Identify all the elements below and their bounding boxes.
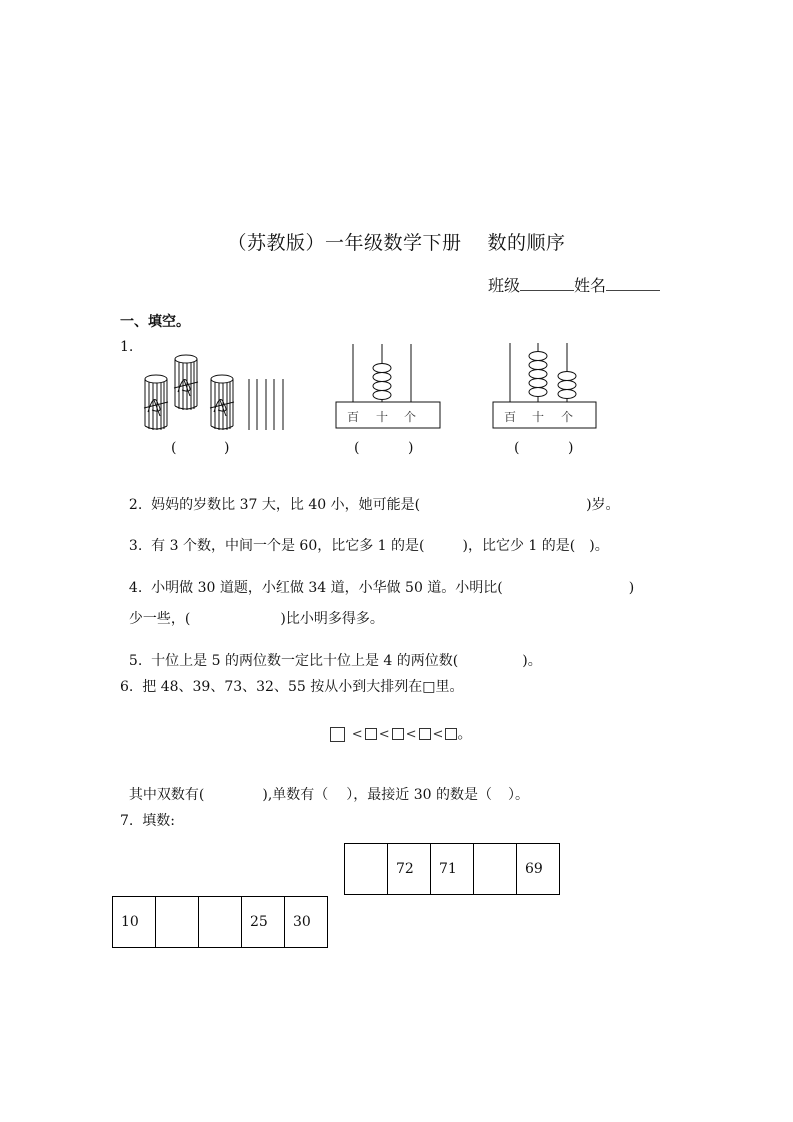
order-box-4[interactable] [419, 728, 431, 740]
order-box-1[interactable] [330, 727, 345, 742]
number-cell: 10 [113, 897, 156, 948]
q6-closest-label: ），最接近 30 的数是（ [346, 787, 493, 803]
number-cell: 71 [431, 844, 474, 895]
q2-tail: )岁。 [586, 497, 620, 513]
svg-text:十: 十 [532, 410, 545, 424]
svg-text:百: 百 [347, 410, 360, 424]
q4-tail-2: )比小明多得多。 [280, 611, 384, 627]
q5-text: 5. 十位上是 5 的两位数一定比十位上是 4 的两位数( [128, 653, 459, 669]
q1c-paren-open: ( [514, 440, 520, 456]
q1b-paren-close: ) [408, 440, 414, 456]
less-than-sign: < [378, 727, 390, 742]
less-than-sign: < [351, 727, 363, 742]
q1a-paren-close: ) [224, 440, 230, 456]
q5-tail: )。 [522, 653, 542, 669]
number-cell: 25 [242, 897, 285, 948]
svg-text:个: 个 [404, 410, 417, 424]
title-left: （苏教版）一年级数学下册 [227, 232, 462, 254]
q3-tail: )。 [589, 538, 609, 554]
name-label: 姓名 [574, 276, 607, 295]
q1a-answer-blank[interactable] [180, 438, 220, 456]
class-field[interactable] [520, 276, 574, 291]
q1c-paren-close: ) [568, 440, 574, 456]
q7-label: 7. 填数: [120, 813, 175, 829]
less-than-sign: < [432, 727, 444, 742]
less-than-sign: < [405, 727, 417, 742]
number-cell: 72 [388, 844, 431, 895]
q2-text: 2. 妈妈的岁数比 37 大，比 40 小，她可能是( [128, 497, 421, 513]
order-box-2[interactable] [365, 728, 377, 740]
q4-text-1: 4. 小明做 30 道题，小红做 34 道，小华做 50 道。小明比( [128, 580, 503, 596]
name-field[interactable] [606, 276, 660, 291]
bundles-of-sticks-figure [140, 352, 290, 434]
q7-top-number-row [344, 843, 560, 895]
q2 [120, 478, 620, 514]
q5 [120, 634, 542, 670]
class-label: 班级 [488, 276, 521, 295]
number-cell[interactable] [199, 897, 242, 948]
q6-even-label: 其中双数有( [128, 787, 205, 803]
q1c-answer-blank[interactable] [523, 438, 563, 456]
svg-text:个: 个 [561, 410, 574, 424]
q7-bottom-number-row [112, 896, 328, 948]
page-title [0, 228, 793, 255]
name-bar [488, 273, 660, 296]
q4-tail-1: ) [628, 580, 635, 596]
section-heading: 一、填空。 [120, 314, 190, 330]
number-cell[interactable] [345, 844, 388, 895]
q3-mid: )，比它少 1 的是( [462, 538, 576, 554]
q1-label: 1. [120, 339, 134, 355]
q6-text: 6. 把 48、39、73、32、55 按从小到大排列在□里。 [120, 679, 464, 695]
abacus-figure-2 [490, 343, 600, 431]
abacus-figure-1 [334, 344, 444, 432]
q1a-paren-open: ( [171, 440, 177, 456]
q6-order-boxes [330, 722, 472, 743]
number-cell[interactable] [474, 844, 517, 895]
order-box-3[interactable] [392, 728, 404, 740]
q3-text: 3. 有 3 个数，中间一个是 60，比它多 1 的是( [128, 538, 425, 554]
number-cell[interactable] [156, 897, 199, 948]
number-cell: 69 [517, 844, 560, 895]
q1b-answer-blank[interactable] [363, 438, 403, 456]
q6-followup [120, 768, 529, 804]
q6-period: 。 [457, 724, 473, 742]
number-cell: 30 [285, 897, 328, 948]
svg-text:百: 百 [504, 410, 517, 424]
title-right: 数的顺序 [487, 232, 566, 254]
q1b-paren-open: ( [354, 440, 360, 456]
q6-tail: ）。 [508, 787, 530, 803]
q4-text-2: 少一些，( [128, 611, 191, 627]
svg-text:十: 十 [376, 410, 389, 424]
order-box-5[interactable] [445, 728, 457, 740]
q4-line2 [120, 592, 384, 628]
q3 [120, 519, 609, 555]
q6-odd-label: ),单数有（ [262, 787, 329, 803]
